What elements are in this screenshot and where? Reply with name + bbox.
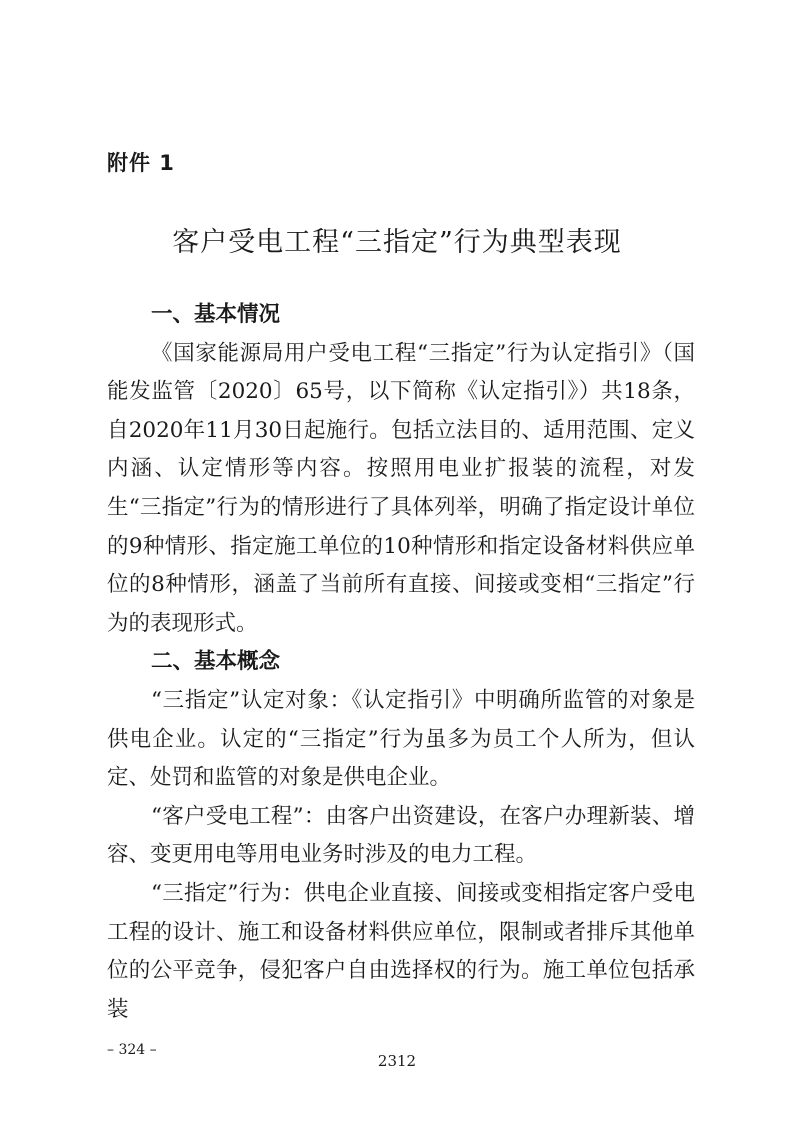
attachment-label: 附件 1 xyxy=(107,151,175,175)
document-body xyxy=(107,296,695,1029)
paragraph-customer-power-project: “客户受电工程”：由客户出资建设，在客户办理新装、增容、变更用电等用电业务时涉及的电力工程。 xyxy=(107,803,695,868)
paragraph-basic-situation: 《国家能源局用户受电工程“三指定”行为认定指引》（国能发监管〔2020〕65号，以下简称《认定指引》）共18条，自2020年11月30日起施行。包括立法目的、适用范围、定义内涵、认定情形等内容。按照用电业扩报装的流程，对发生“三指定”行为的情形进行了具体列举，明确了指定设计单位的9种情形、指定施工单位的10种情形和指定设备材料供应单位的8种情形，涵盖了当前所有直接、间接或变相“三指定”行为的表现形式。 xyxy=(107,340,695,636)
section-heading-basic-situation: 一、基本情况 xyxy=(151,302,281,327)
paragraph-identification-object: “三指定”认定对象：《认定指引》中明确所监管的对象是供电企业。认定的“三指定”行为虽多为员工个人所为，但认定、处罚和监管的对象是供电企业。 xyxy=(107,687,695,791)
footer-code: 2312 xyxy=(377,1052,417,1070)
paragraph-three-designations-behavior: “三指定”行为：供电企业直接、间接或变相指定客户受电工程的设计、施工和设备材料供应单位，限制或者排斥其他单位的公平竞争，侵犯客户自由选择权的行为。施工单位包括承装 xyxy=(107,880,695,1022)
document-title: 客户受电工程“三指定”行为典型表现 xyxy=(172,227,622,258)
section-heading-basic-concepts: 二、基本概念 xyxy=(151,649,281,675)
page-number: – 324 – xyxy=(107,1042,157,1058)
